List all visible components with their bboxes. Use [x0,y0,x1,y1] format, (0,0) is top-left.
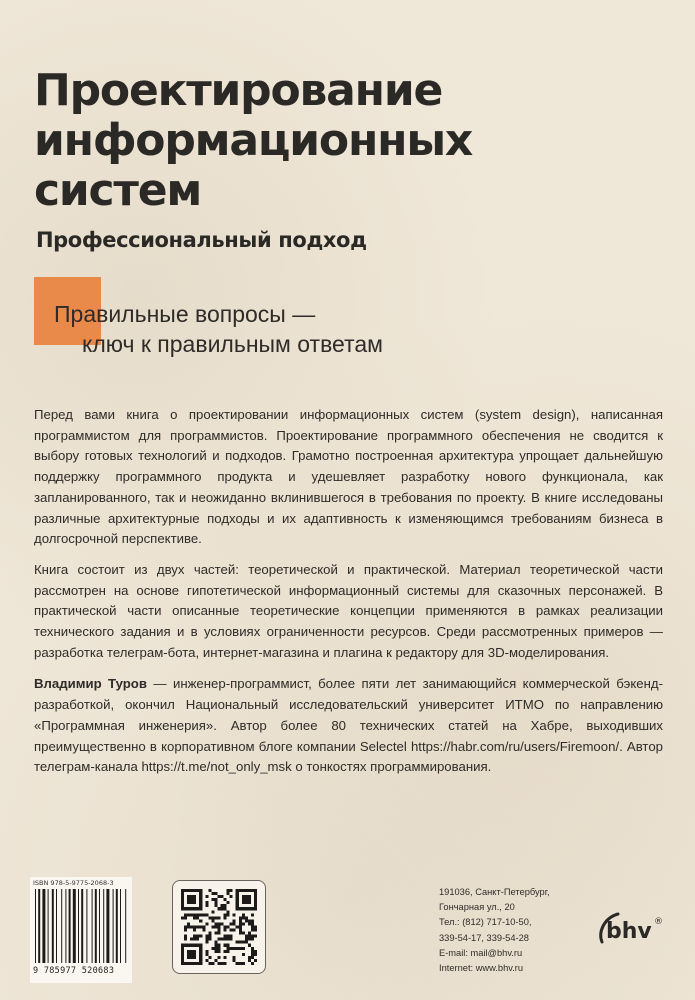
book-title [34,66,654,216]
isbn-label: ISBN 978-5-9775-2068-3 [33,879,114,887]
barcode-digits: 9 785977 520683 [33,966,115,976]
publisher-contacts [439,885,589,976]
qr-code-icon [181,889,257,965]
tagline-line-2: ключ к правильным ответам [82,331,383,357]
description-paragraph: Перед вами книга о проектировании информационных систем (system design), написанная программистом для программистов. Проектирование программного обеспечения не сводится к выбору готовых технологий и подходов. Грамотно построенная архитектура упрощает дальнейшую поддержку программного продукта и удешевляет разработку нового функционала, как запланированного, так и неожиданно вклинившегося в требования по проекту. В книге исследованы различные архитектурные подходы и их адаптивность к изменяющимся требованиям бизнеса в долгосрочной перспективе. [34,407,663,547]
logo-registered: ® [654,917,663,927]
description-paragraph: Книга состоит из двух частей: теоретической и практической. Материал теоретической части рассмотрен на основе гипотетической информационный системы для сказочных персонажей. В практической части описанные теоретические концепции применяются в рамках реализации технического задания и в условиях ограниченности ресурсов. Среди рассмотренных примеров — разработка телеграм-бота, интернет-магазина и плагина к редактору для 3D-моделирования. [34,561,663,660]
title-line-2: информационных [34,115,473,166]
contact-line: 191036, Санкт-Петербург, [439,887,550,897]
isbn-barcode [30,877,132,983]
qr-code-frame [172,880,266,974]
contact-line: E-mail: mail@bhv.ru [439,947,523,958]
title-line-3: систем [34,165,202,216]
contact-line: Гончарная ул., 20 [439,902,515,913]
author-name: Владимир Туров [34,676,147,692]
contact-line: Internet: www.bhv.ru [439,963,524,974]
author-bio-text: — инженер-программист, более пяти лет занимающийся коммерческой бэкенд-разработкой, окончил Национальный исследовательский университет ИТМО по направлению «Программная инженерия». Автор более 80 технических статей на Хабре, выходивших преимущественно в корпоративном блоге компании Selectel https://habr.com/ru/users/Firemoon/. Автор телеграм-канала https://t.me/not_only_msk о тонкостях программирования. [34,676,663,775]
contact-line: 339-54-17, 339-54-28 [439,932,529,943]
logo-text: bhv [606,919,652,944]
barcode-icon [33,889,129,965]
book-subtitle: Профессиональный подход [36,228,367,252]
title-line-1: Проектирование [34,65,443,116]
tagline [54,299,414,359]
contact-line: Тел.: (812) 717-10-50, [439,917,532,928]
description [34,405,663,788]
tagline-line-1: Правильные вопросы — [54,301,316,327]
author-bio [34,674,663,778]
bhv-logo-icon [596,902,666,950]
